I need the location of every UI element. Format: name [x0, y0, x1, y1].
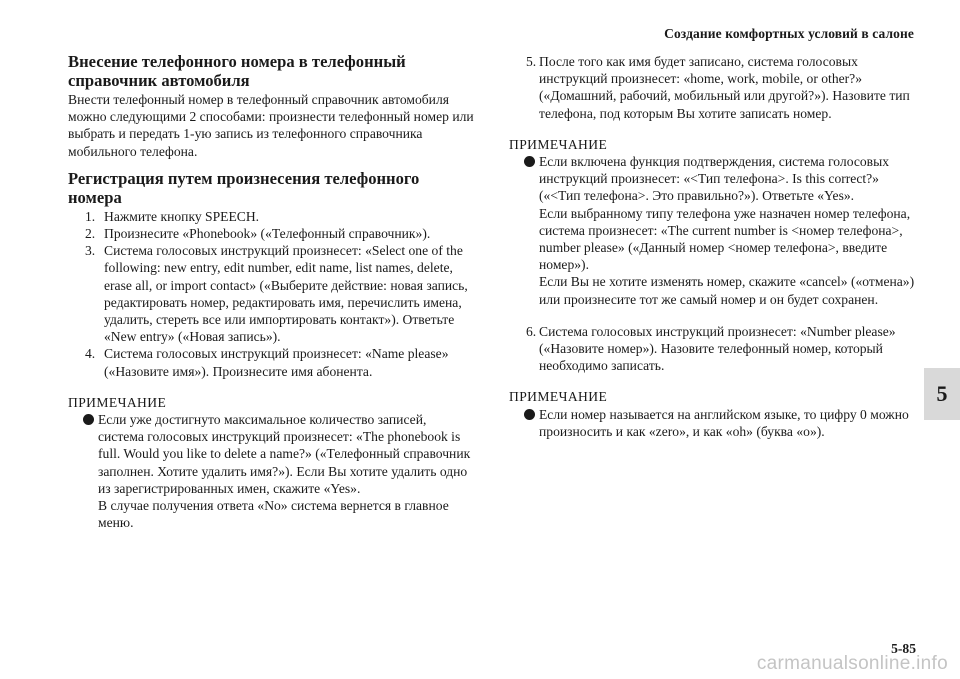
steps-list — [509, 53, 916, 122]
step-text: После того как имя будет записано, система голосовых инструкций произнесет: «home, work, mobile, or other?» («Домашний, рабочий, мобильный или другой?»). Назовите тип телефона, под которым Вы хотите записать номер. — [539, 54, 910, 121]
step-number: 4. — [85, 346, 96, 362]
right-column — [509, 52, 916, 440]
list-item — [509, 323, 916, 375]
section-heading-phone-entry: Внесение телефонного номера в телефонный справочник автомобиля — [68, 52, 406, 90]
bullet-icon — [524, 156, 535, 167]
note-label: ПРИМЕЧАНИЕ — [509, 136, 608, 152]
step-number: 2. — [85, 226, 96, 242]
note-text: Если Вы не хотите изменять номер, скажите «cancel» («отмена») или произнесите тот же самый номер и он будет сохранен. — [539, 274, 915, 307]
section-heading-voice-registration: Регистрация путем произнесения телефонного номера — [68, 168, 420, 207]
step-number: 6. — [526, 323, 537, 339]
list-item — [509, 53, 916, 122]
steps-list — [509, 323, 916, 375]
bullet-icon — [83, 414, 94, 425]
step-text: Нажмите кнопку SPEECH. — [104, 208, 260, 224]
note-label: ПРИМЕЧАНИЕ — [509, 389, 608, 405]
note-label: ПРИМЕЧАНИЕ — [68, 394, 167, 410]
list-item — [68, 225, 474, 242]
step-text: Система голосовых инструкций произнесет: «Select one of the following: new entry, edit number, edit name, list names, delete, erase all, or import contact» («Выберите действие: новая запись, редактировать номер, редактировать имя, перечислить имена, удалить, стереть все или импортировать контакт»). Ответьте «New entry» («Новая запись»). — [104, 243, 468, 345]
step-number: 3. — [85, 243, 96, 259]
step-number: 1. — [85, 208, 96, 224]
watermark: carmanualsonline.info — [756, 653, 948, 674]
note-text: Если выбранному типу телефона уже назначен номер телефона, система произнесет: «The current number is <номер телефона>, number please» («Данный номер <номер телефона>, введите номер»). — [539, 205, 911, 273]
header-title: Создание комфортных условий в салоне — [664, 26, 914, 41]
list-item — [68, 208, 474, 225]
step-text: Система голосовых инструкций произнесет: «Name please» («Назовите имя»). Произнесите имя абонента. — [104, 346, 449, 379]
page-number: 5-85 — [891, 641, 916, 656]
note-block — [509, 406, 916, 440]
note-text: Если номер называется на английском языке, то цифру 0 можно произносить и как «zero», и как «oh» (буква «о»). — [539, 406, 909, 439]
step-text: Система голосовых инструкций произнесет: «Number please» («Назовите номер»). Назовите телефонный номер, который необходимо записать. — [539, 323, 896, 374]
step-text: Произнесите «Phonebook» («Телефонный справочник»). — [104, 226, 431, 242]
section-intro-text: Внести телефонный номер в телефонный справочник автомобиля можно следующими 2 способами: произнести телефонный номер или выбрать и передать 1-ую запись из телефонного справочника мобильного телефона. — [68, 92, 474, 159]
list-item — [68, 242, 474, 345]
bullet-icon — [524, 409, 535, 420]
note-text: Если включена функция подтверждения, система голосовых инструкций произнесет: «<Тип телефона>. Is this correct?» («<Тип телефона>. Это правильно?»). Ответьте «Yes». — [539, 154, 890, 204]
list-item — [68, 345, 474, 379]
note-text: В случае получения ответа «No» система вернется в главное меню. — [98, 498, 449, 531]
step-number: 5. — [526, 54, 537, 69]
note-block — [509, 153, 916, 308]
chapter-tab: 5 — [924, 368, 960, 420]
left-column — [68, 52, 474, 531]
note-block — [68, 411, 474, 531]
note-text: Если уже достигнуто максимальное количество записей, система голосовых инструкций произнесет: «The phonebook is full. Would you like to delete a name?» («Телефонный справочник заполнен. Хотите удалить имя?»). Если Вы хотите удалить одно из зарегистрированных имен, скажите «Yes». — [98, 412, 471, 496]
steps-list — [68, 208, 474, 380]
